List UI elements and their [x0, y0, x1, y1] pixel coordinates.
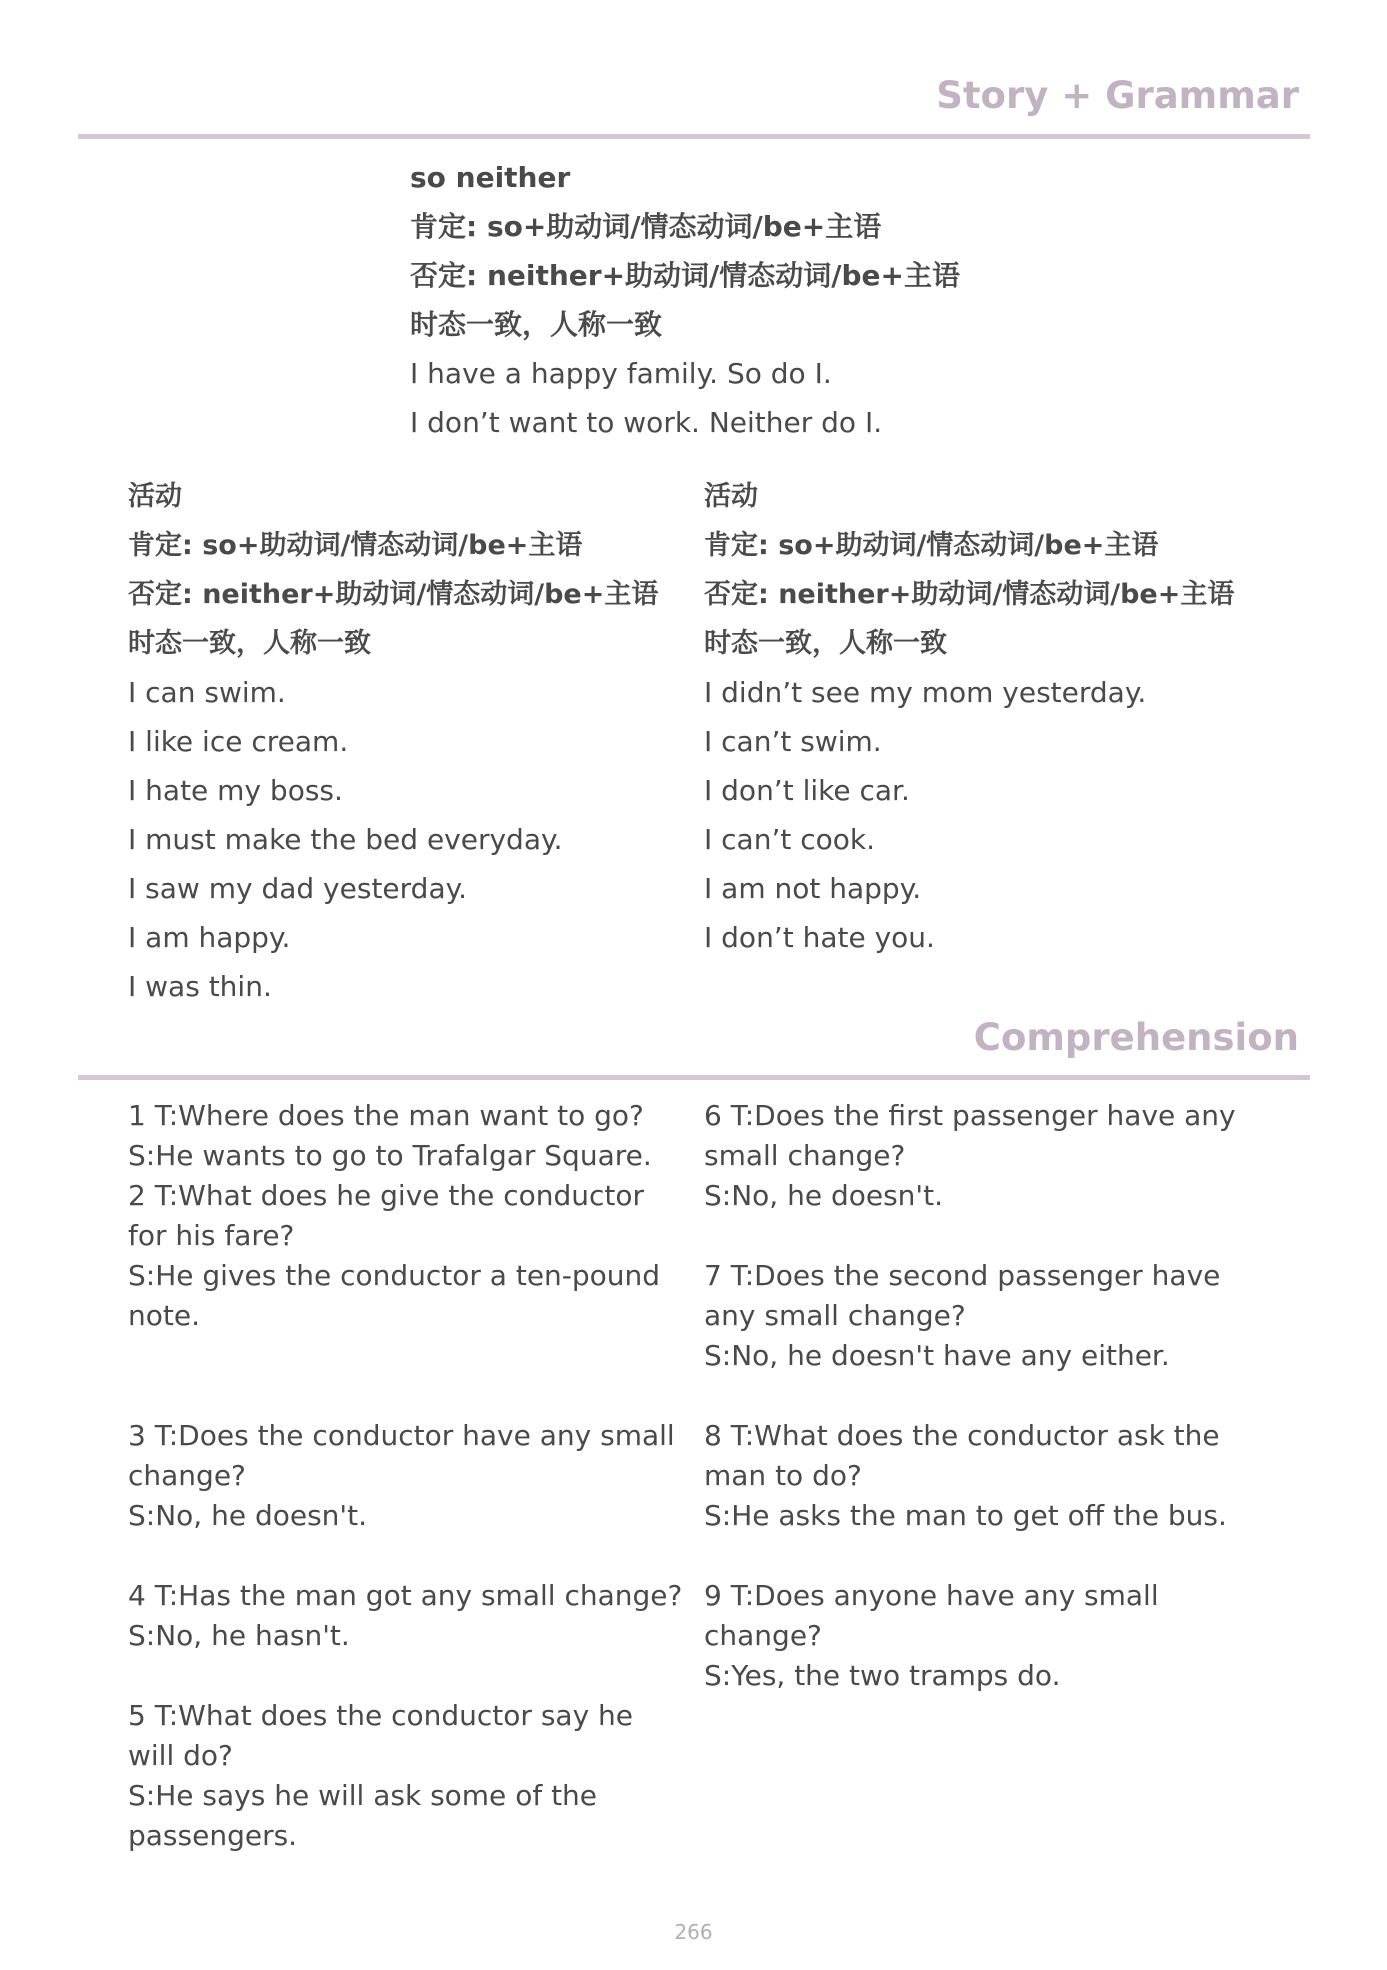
qa-item — [128, 1416, 688, 1536]
activity-rule-negative: 否定: neither+助动词/情态动词/be+主语 — [704, 579, 1235, 610]
comprehension-divider — [78, 1075, 1310, 1080]
answer: S:No, he doesn't have any either. — [704, 1339, 1170, 1372]
question: 1 T:Where does the man want to go? — [128, 1099, 644, 1132]
activity-rule-agreement: 时态一致，人称一致 — [128, 628, 371, 659]
question: 3 T:Does the conductor have any small change? — [128, 1419, 675, 1492]
activity-sentence: I was thin. — [128, 970, 272, 1003]
activity-rule-affirmative: 肯定: so+助动词/情态动词/be+主语 — [128, 530, 583, 561]
activity-rule-negative: 否定: neither+助动词/情态动词/be+主语 — [128, 579, 659, 610]
answer: S:Yes, the two tramps do. — [704, 1659, 1061, 1692]
answer: S:He gives the conductor a ten-pound note. — [128, 1259, 661, 1332]
comprehension-column-right — [704, 1096, 1264, 1736]
answer: S:He asks the man to get off the bus. — [704, 1499, 1227, 1532]
activity-sentence: I can’t cook. — [704, 823, 876, 856]
grammar-rule-affirmative: 肯定: so+助动词/情态动词/be+主语 — [410, 210, 882, 243]
activity-sentence: I like ice cream. — [128, 725, 349, 758]
grammar-rule-negative: 否定: neither+助动词/情态动词/be+主语 — [410, 259, 960, 292]
comprehension-column-left — [128, 1096, 688, 1896]
grammar-rule-agreement: 时态一致，人称一致 — [410, 308, 663, 341]
activity-sentence: I am happy. — [128, 921, 291, 954]
activity-sentence: I hate my boss. — [128, 774, 343, 807]
answer: S:He says he will ask some of the passengers. — [128, 1779, 598, 1852]
grammar-example: I have a happy family. So do I. — [410, 357, 832, 390]
section-title-story-grammar: Story + Grammar — [936, 74, 1299, 117]
activity-sentence: I don’t like car. — [704, 774, 910, 807]
activity-heading: 活动 — [704, 481, 758, 512]
question: 6 T:Does the first passenger have any small change? — [704, 1099, 1236, 1172]
question: 8 T:What does the conductor ask the man to do? — [704, 1419, 1220, 1492]
question: 9 T:Does anyone have any small change? — [704, 1579, 1159, 1652]
activity-left — [128, 472, 658, 1011]
answer: S:No, he hasn't. — [128, 1619, 350, 1652]
activity-sentence: I saw my dad yesterday. — [128, 872, 468, 905]
answer: S:No, he doesn't. — [704, 1179, 943, 1212]
activity-sentence: I didn’t see my mom yesterday. — [704, 676, 1147, 709]
question: 7 T:Does the second passenger have any small change? — [704, 1259, 1221, 1332]
activity-sentence: I can’t swim. — [704, 725, 882, 758]
qa-item — [128, 1576, 688, 1656]
grammar-example: I don’t want to work. Neither do I. — [410, 406, 883, 439]
activity-sentence: I can swim. — [128, 676, 286, 709]
qa-item — [704, 1096, 1264, 1216]
qa-item — [128, 1176, 688, 1336]
question: 2 T:What does he give the conductor for his fare? — [128, 1179, 645, 1252]
activity-sentence: I don’t hate you. — [704, 921, 935, 954]
section-title-comprehension: Comprehension — [973, 1016, 1299, 1059]
answer: S:No, he doesn't. — [128, 1499, 367, 1532]
qa-item — [704, 1576, 1264, 1696]
activity-heading: 活动 — [128, 481, 182, 512]
qa-item — [128, 1096, 688, 1176]
qa-item — [704, 1256, 1264, 1376]
activity-sentence: I must make the bed everyday. — [128, 823, 563, 856]
grammar-heading: so neither — [410, 161, 571, 194]
activity-rule-affirmative: 肯定: so+助动词/情态动词/be+主语 — [704, 530, 1159, 561]
answer: S:He wants to go to Trafalgar Square. — [128, 1139, 652, 1172]
activity-rule-agreement: 时态一致，人称一致 — [704, 628, 947, 659]
question: 5 T:What does the conductor say he will do? — [128, 1699, 634, 1772]
grammar-block — [410, 153, 960, 447]
header-divider — [78, 134, 1310, 139]
activity-right — [704, 472, 1234, 962]
question: 4 T:Has the man got any small change? — [128, 1579, 683, 1612]
page-number: 266 — [674, 1920, 713, 1944]
activity-sentence: I am not happy. — [704, 872, 922, 905]
qa-item — [128, 1696, 688, 1856]
qa-item — [704, 1416, 1264, 1536]
